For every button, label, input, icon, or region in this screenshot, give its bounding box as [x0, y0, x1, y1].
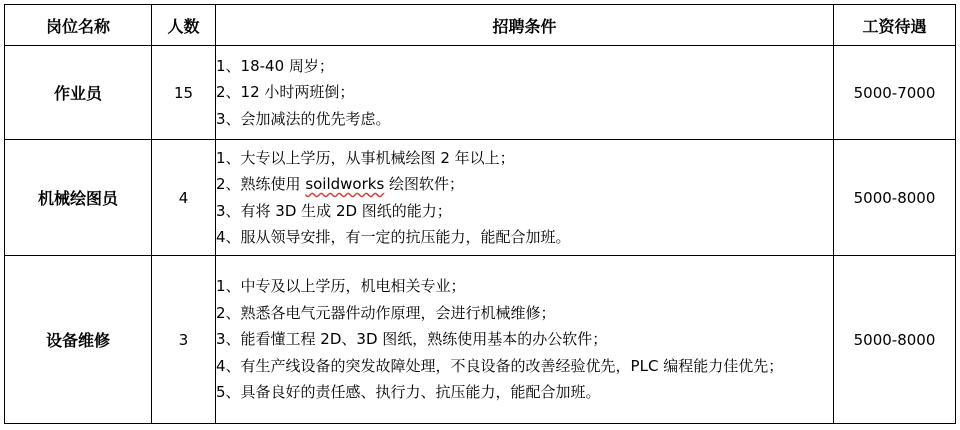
requirements-cell — [216, 140, 834, 256]
position-title: 作业员 — [5, 46, 152, 140]
requirement-line: 1、18-40 周岁； — [216, 56, 334, 75]
requirement-line: 4、有生产线设备的突发故障处理，不良设备的改善经验优先，PLC 编程能力佳优先； — [216, 356, 784, 375]
requirements-cell — [216, 256, 834, 424]
requirement-line: 1、大专以上学历，从事机械绘图 2 年以上； — [216, 148, 515, 167]
table-row-maintenance — [5, 256, 956, 424]
software-name: soildworks — [305, 175, 385, 193]
header-salary: 工资待遇 — [834, 5, 956, 46]
header-row — [5, 5, 956, 46]
requirements-cell — [216, 46, 834, 140]
recruitment-table — [4, 4, 956, 424]
position-title: 设备维修 — [5, 256, 152, 424]
headcount: 3 — [152, 256, 216, 424]
requirement-line: 5、具备良好的责任感、执行力、抗压能力，能配合加班。 — [216, 383, 601, 402]
table-row-drafter — [5, 140, 956, 256]
requirement-line: 3、有将 3D 生成 2D 图纸的能力； — [216, 201, 452, 220]
headcount: 15 — [152, 46, 216, 140]
salary: 5000-8000 — [834, 256, 956, 424]
requirement-text: 2、熟练使用 — [216, 175, 306, 193]
requirement-text: 绘图软件； — [384, 175, 465, 193]
header-position: 岗位名称 — [5, 5, 152, 46]
salary: 5000-8000 — [834, 140, 956, 256]
requirement-line: 4、服从领导安排，有一定的抗压能力，能配合加班。 — [216, 228, 571, 246]
table-row-operator — [5, 46, 956, 140]
headcount: 4 — [152, 140, 216, 256]
header-count: 人数 — [152, 5, 216, 46]
requirement-line: 3、能看懂工程 2D、3D 图纸，熟练使用基本的办公软件； — [216, 330, 608, 349]
requirement-line — [216, 171, 833, 198]
header-requirements: 招聘条件 — [216, 5, 834, 46]
requirement-line: 3、会加减法的优先考虑。 — [216, 109, 391, 128]
salary: 5000-7000 — [834, 46, 956, 140]
position-title: 机械绘图员 — [5, 140, 152, 256]
requirement-line: 1、中专及以上学历，机电相关专业； — [216, 277, 466, 296]
requirement-line: 2、12 小时两班倒； — [216, 83, 355, 102]
requirement-line: 2、熟悉各电气元器件动作原理，会进行机械维修； — [216, 303, 556, 322]
